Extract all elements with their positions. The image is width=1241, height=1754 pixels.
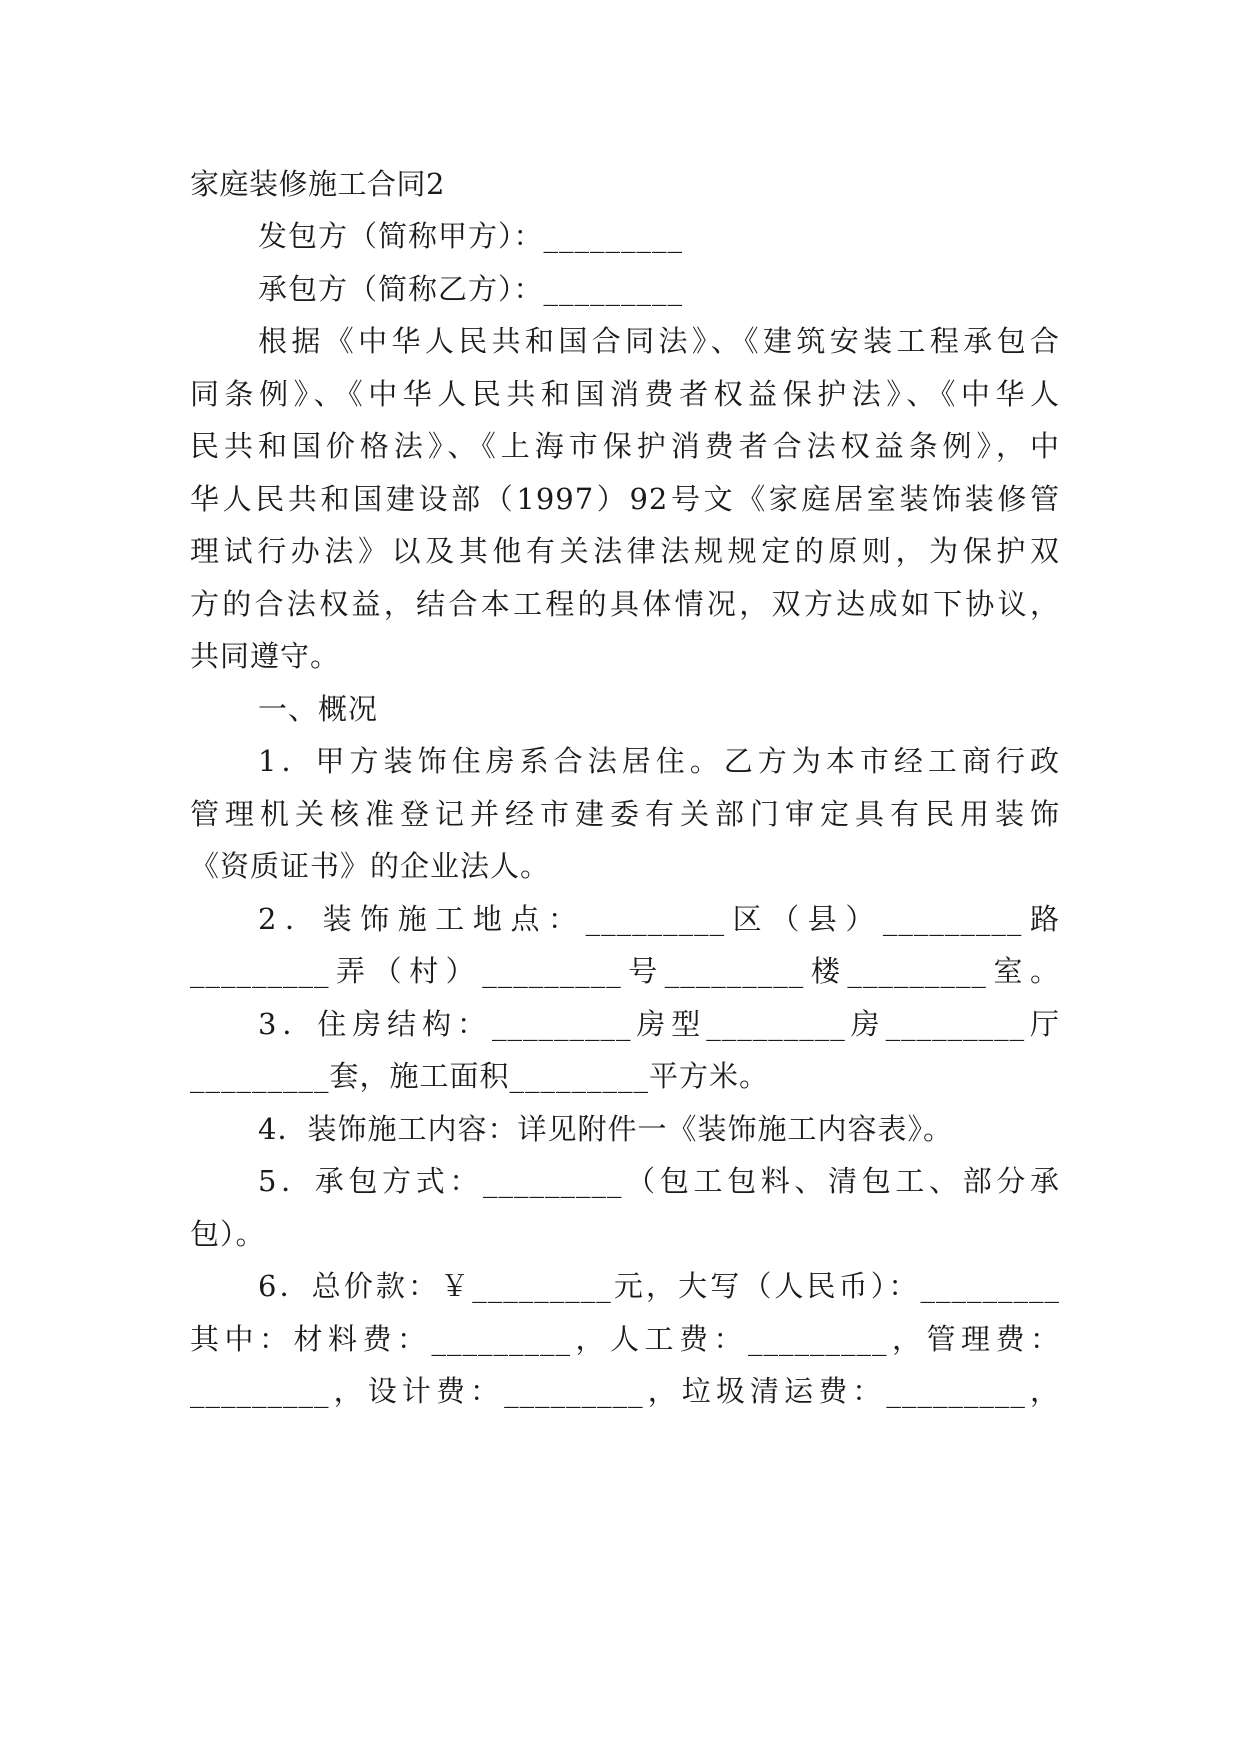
clause-2-line-1: 2．装饰施工地点：_________区（县）_________路 — [258, 902, 1060, 936]
preamble-line-7: 共同遵守。 — [190, 639, 341, 673]
section-heading-overview: 一、概况 — [258, 692, 379, 726]
document-title: 家庭装修施工合同2 — [190, 167, 445, 201]
clause-6-line-2: 其中：材料费：_________，人工费：_________，管理费： — [190, 1322, 1060, 1356]
preamble-line-1: 根据《中华人民共和国合同法》、《建筑安装工程承包合 — [258, 324, 1060, 358]
party-a-line: 发包方（简称甲方）：_________ — [258, 219, 684, 253]
clause-5-line-1: 5．承包方式：_________（包工包料、清包工、部分承 — [258, 1164, 1060, 1198]
party-b-line: 承包方（简称乙方）：_________ — [258, 272, 684, 306]
clause-1-line-2: 管理机关核准登记并经市建委有关部门审定具有民用装饰 — [190, 797, 1060, 831]
preamble-line-3: 民共和国价格法》、《上海市保护消费者合法权益条例》，中 — [190, 429, 1060, 463]
preamble-line-4: 华人民共和国建设部（1997）92号文《家庭居室装饰装修管 — [190, 482, 1060, 516]
clause-1-line-1: 1．甲方装饰住房系合法居住。乙方为本市经工商行政 — [258, 744, 1060, 778]
clause-4-line: 4．装饰施工内容：详见附件一《装饰施工内容表》。 — [258, 1112, 953, 1146]
preamble-line-5: 理试行办法》以及其他有关法律法规规定的原则，为保护双 — [190, 534, 1060, 568]
clause-3-line-2: _________套，施工面积_________平方米。 — [190, 1059, 770, 1093]
clause-5-line-2: 包）。 — [190, 1217, 266, 1251]
preamble-line-2: 同条例》、《中华人民共和国消费者权益保护法》、《中华人 — [190, 377, 1060, 411]
preamble-line-6: 方的合法权益，结合本工程的具体情况，双方达成如下协议， — [190, 587, 1060, 621]
clause-6-line-1: 6．总价款：￥_________元，大写（人民币）：_________ — [258, 1269, 1060, 1303]
clause-6-line-3: _________，设计费：_________，垃圾清运费：_________， — [190, 1374, 1060, 1408]
clause-2-line-2: _________弄（村）_________号_________楼_________室。 — [190, 954, 1060, 988]
clause-1-line-3: 《资质证书》的企业法人。 — [190, 849, 551, 883]
clause-3-line-1: 3．住房结构：_________房型_________房_________厅 — [258, 1007, 1060, 1041]
